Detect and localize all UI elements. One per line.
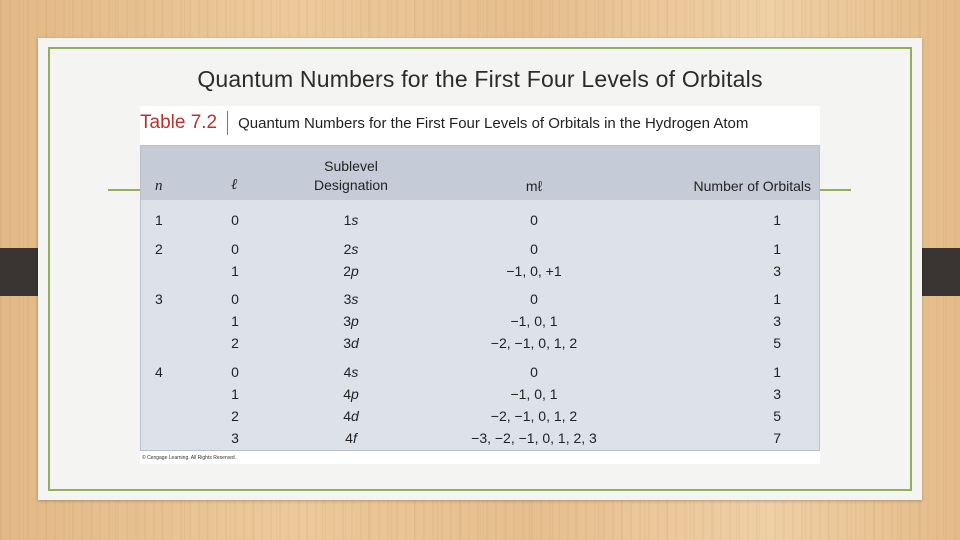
cell-n: 2 xyxy=(155,241,163,257)
cell-number-of-orbitals: 5 xyxy=(773,335,781,351)
cell-number-of-orbitals: 1 xyxy=(773,241,781,257)
cell-sublevel xyxy=(291,313,411,329)
cell-l: 0 xyxy=(231,291,239,307)
cell-n: 4 xyxy=(155,364,163,380)
table-header xyxy=(141,146,819,200)
cell-sublevel xyxy=(291,212,411,228)
sublevel-number: 4 xyxy=(343,408,351,424)
cell-n: 1 xyxy=(155,212,163,228)
header-sublevel xyxy=(291,157,411,195)
cell-l: 2 xyxy=(231,335,239,351)
cell-ml: 0 xyxy=(530,291,538,307)
sublevel-number: 1 xyxy=(343,212,352,228)
sublevel-number: 3 xyxy=(343,335,351,351)
table-row xyxy=(141,384,819,406)
cell-number-of-orbitals: 1 xyxy=(773,364,781,380)
sublevel-letter: f xyxy=(352,430,357,446)
table-row xyxy=(141,239,819,261)
cell-number-of-orbitals: 3 xyxy=(773,313,781,329)
sublevel-number: 3 xyxy=(343,291,352,307)
cell-number-of-orbitals: 3 xyxy=(773,263,781,279)
cell-sublevel xyxy=(291,335,411,351)
cell-sublevel xyxy=(291,408,411,424)
table-row xyxy=(141,333,819,355)
cell-l: 0 xyxy=(231,364,239,380)
table-row xyxy=(141,362,819,384)
cell-ml: −1, 0, 1 xyxy=(510,386,558,402)
sublevel-letter: s xyxy=(351,241,359,257)
cell-sublevel xyxy=(291,386,411,402)
cell-sublevel xyxy=(291,430,411,446)
cell-number-of-orbitals: 3 xyxy=(773,386,781,402)
cell-n: 3 xyxy=(155,291,163,307)
table-row xyxy=(141,289,819,311)
table-figure xyxy=(140,106,820,464)
cell-sublevel xyxy=(291,263,411,279)
cell-ml: 0 xyxy=(530,364,538,380)
sublevel-number: 4 xyxy=(345,430,353,446)
sublevel-letter: s xyxy=(351,291,359,307)
table-caption-text: Quantum Numbers for the First Four Levels of Orbitals in the Hydrogen Atom xyxy=(238,114,749,132)
cell-l: 3 xyxy=(231,430,239,446)
cell-ml: 0 xyxy=(530,212,538,228)
cell-number-of-orbitals: 1 xyxy=(773,212,781,228)
sublevel-number: 4 xyxy=(343,364,352,380)
header-sublevel-line2: Designation xyxy=(314,177,388,193)
cell-number-of-orbitals: 7 xyxy=(773,430,781,446)
sublevel-letter: p xyxy=(351,263,359,279)
cell-ml: −2, −1, 0, 1, 2 xyxy=(490,408,578,424)
sublevel-letter: p xyxy=(351,386,359,402)
table-caption xyxy=(140,110,748,136)
table-row xyxy=(141,428,819,450)
sublevel-letter: d xyxy=(351,408,359,424)
sublevel-letter: d xyxy=(351,335,359,351)
table-row xyxy=(141,406,819,428)
sublevel-number: 4 xyxy=(343,386,351,402)
cell-sublevel xyxy=(291,291,411,307)
copyright-notice: © Cengage Learning. All Rights Reserved. xyxy=(142,455,237,461)
header-n: n xyxy=(155,178,163,194)
cell-number-of-orbitals: 5 xyxy=(773,408,781,424)
decorative-rule-left xyxy=(108,189,142,191)
cell-ml: −1, 0, +1 xyxy=(506,263,562,279)
cell-sublevel xyxy=(291,241,411,257)
slide xyxy=(38,38,922,500)
sublevel-number: 2 xyxy=(343,241,352,257)
cell-l: 1 xyxy=(231,313,239,329)
cell-l: 1 xyxy=(231,263,239,279)
cell-ml: −2, −1, 0, 1, 2 xyxy=(490,335,578,351)
quantum-numbers-table xyxy=(140,145,820,451)
sublevel-letter: p xyxy=(351,313,359,329)
cell-ml: 0 xyxy=(530,241,538,257)
cell-l: 0 xyxy=(231,212,239,228)
sublevel-number: 2 xyxy=(343,263,351,279)
header-l: ℓ xyxy=(231,177,238,193)
header-sublevel-line1: Sublevel xyxy=(324,158,378,174)
sublevel-letter: s xyxy=(351,212,359,228)
cell-l: 1 xyxy=(231,386,239,402)
sublevel-letter: s xyxy=(351,364,359,380)
cell-l: 0 xyxy=(231,241,239,257)
caption-divider xyxy=(227,111,228,135)
header-number-of-orbitals: Number of Orbitals xyxy=(693,178,811,194)
slide-title: Quantum Numbers for the First Four Levels of Orbitals xyxy=(197,66,763,92)
decorative-rule-right xyxy=(816,189,851,191)
cell-number-of-orbitals: 1 xyxy=(773,291,781,307)
cell-ml: −3, −2, −1, 0, 1, 2, 3 xyxy=(471,430,597,446)
cell-sublevel xyxy=(291,364,411,380)
cell-l: 2 xyxy=(231,408,239,424)
table-row xyxy=(141,311,819,333)
sublevel-number: 3 xyxy=(343,313,351,329)
cell-ml: −1, 0, 1 xyxy=(510,313,558,329)
table-row xyxy=(141,210,819,232)
table-row xyxy=(141,261,819,283)
header-ml: mℓ xyxy=(525,178,543,194)
table-number: Table 7.2 xyxy=(140,112,218,133)
